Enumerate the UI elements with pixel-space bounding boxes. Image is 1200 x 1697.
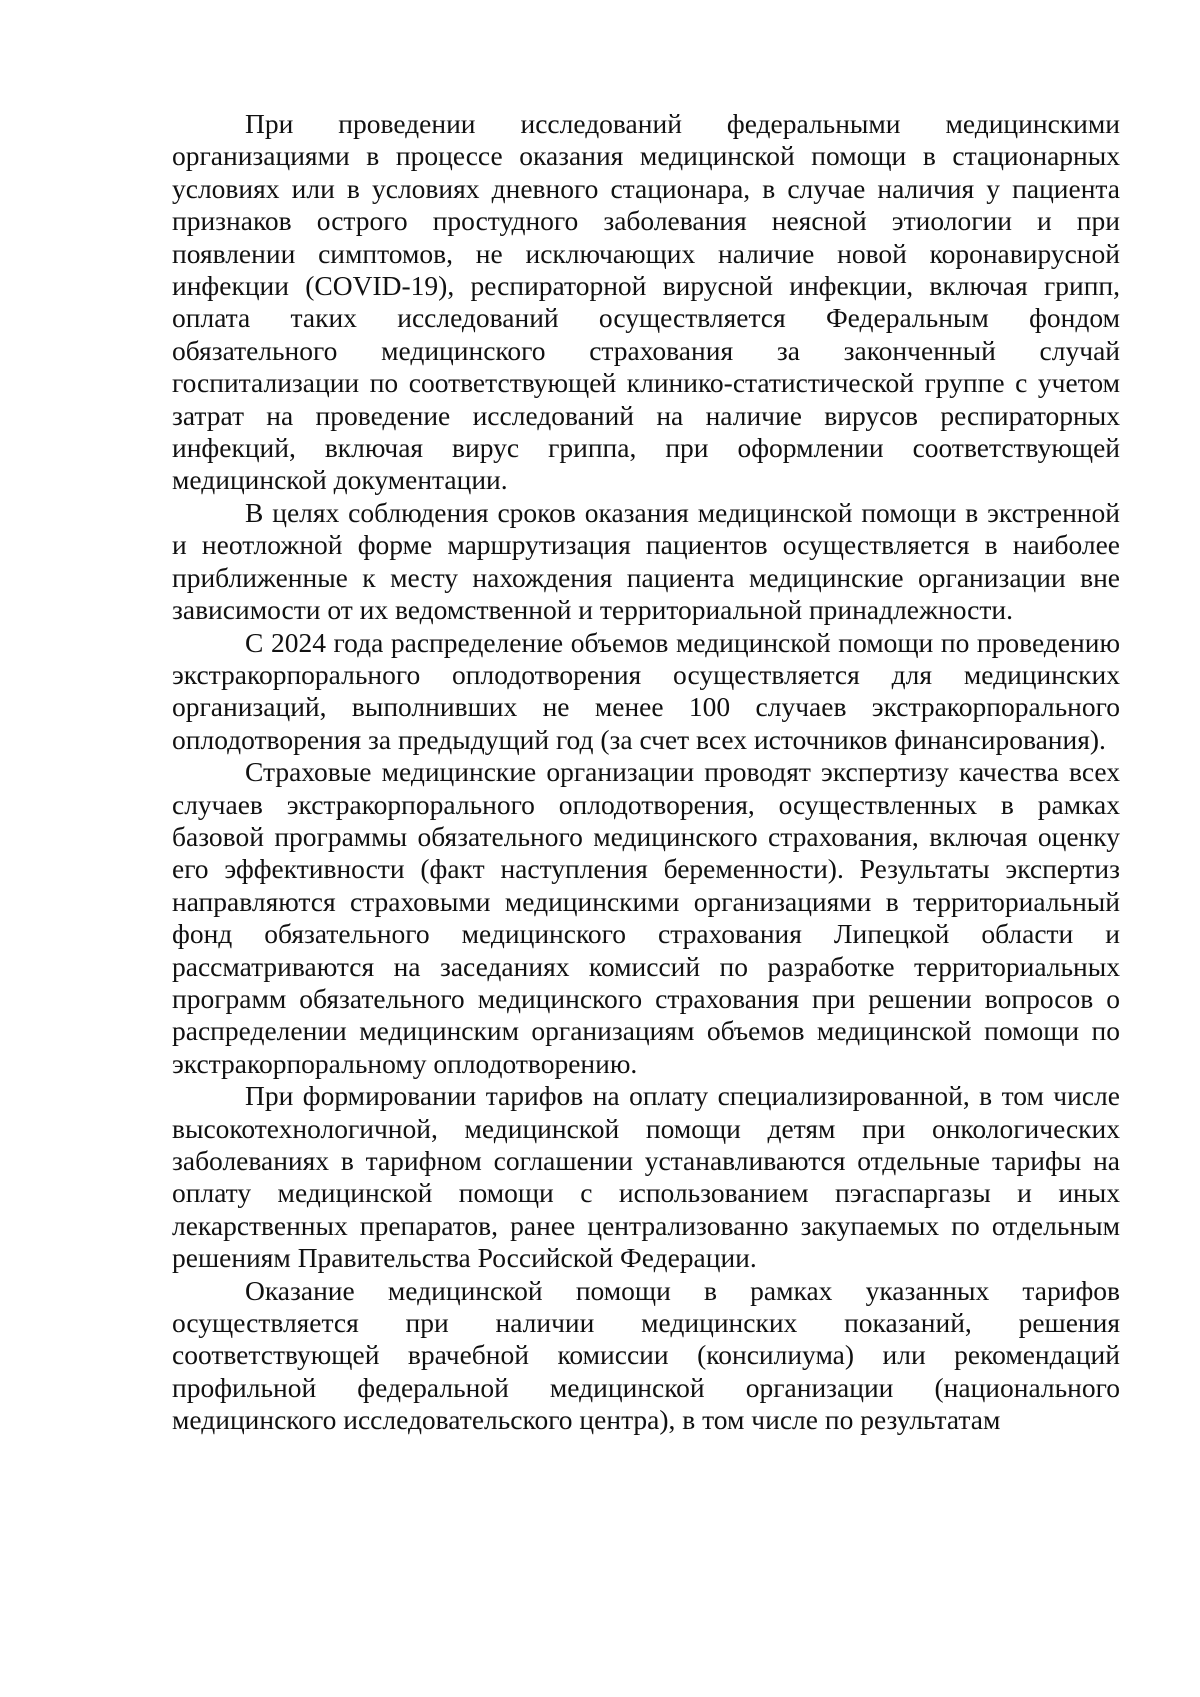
paragraph-ivf-quality-expertise: Страховые медицинские организации проводят экспертизу качества всех случаев экстракорпорального оплодотворения, осуществленных в рамках базовой программы обязательного медицинского страхования, включая оценку его эффективности (факт наступления беременности). Результаты экспертиз направляются страховыми медицинскими организациями в территориальный фонд обязательного медицинского страхования Липецкой области и рассматриваются на заседаниях комиссий по разработке территориальных программ обязательного медицинского страхования при решении вопросов о распределении медицинским организациям объемов медицинской помощи по экстракорпоральному оплодотворению. [172, 756, 1120, 1079]
document-page [172, 108, 1120, 1437]
paragraph-tariff-care-conditions: Оказание медицинской помощи в рамках указанных тарифов осуществляется при наличии медицинских показаний, решения соответствующей врачебной комиссии (консилиума) или рекомендаций профильной федеральной медицинской организации (национального медицинского исследовательского центра), в том числе по результатам [172, 1274, 1120, 1436]
paragraph-pediatric-oncology-tariffs: При формировании тарифов на оплату специализированной, в том числе высокотехнологичной, медицинской помощи детям при онкологических заболеваниях в тарифном соглашении устанавливаются отдельные тарифы на оплату медицинской помощи с использованием пэгаспаргазы и иных лекарственных препаратов, ранее централизованно закупаемых по отдельным решениям Правительства Российской Федерации. [172, 1080, 1120, 1274]
paragraph-federal-covid-testing: При проведении исследований федеральными медицинскими организациями в процессе оказания медицинской помощи в стационарных условиях или в условиях дневного стационара, в случае наличия у пациента признаков острого простудного заболевания неясной этиологии и при появлении симптомов, не исключающих наличие новой коронавирусной инфекции (COVID-19), респираторной вирусной инфекции, включая грипп, оплата таких исследований осуществляется Федеральным фондом обязательного медицинского страхования за законченный случай госпитализации по соответствующей клинико-статистической группе с учетом затрат на проведение исследований на наличие вирусов респираторных инфекций, включая вирус гриппа, при оформлении соответствующей медицинской документации. [172, 108, 1120, 496]
paragraph-emergency-routing: В целях соблюдения сроков оказания медицинской помощи в экстренной и неотложной форме маршрутизация пациентов осуществляется в наиболее приближенные к месту нахождения пациента медицинские организации вне зависимости от их ведомственной и территориальной принадлежности. [172, 496, 1120, 626]
paragraph-ivf-volume-distribution: С 2024 года распределение объемов медицинской помощи по проведению экстракорпорального оплодотворения осуществляется для медицинских организаций, выполнивших не менее 100 случаев экстракорпорального оплодотворения за предыдущий год (за счет всех источников финансирования). [172, 626, 1120, 755]
